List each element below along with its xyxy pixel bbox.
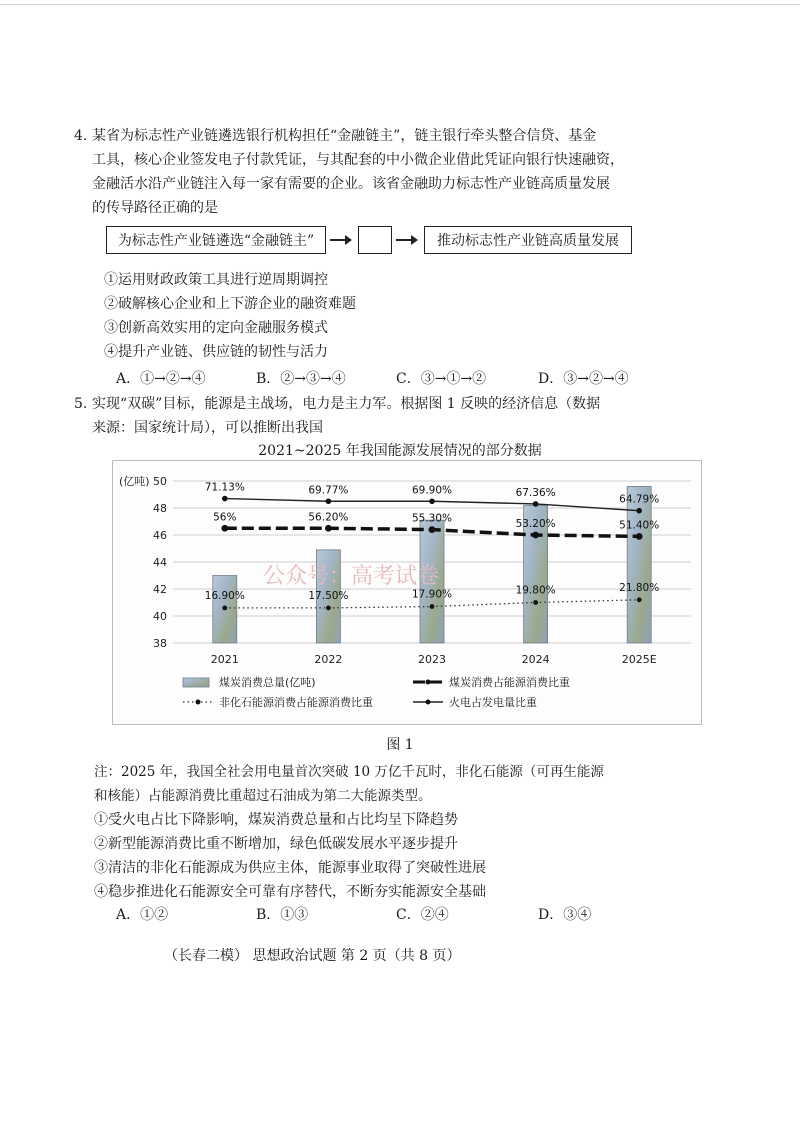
legend-label: 煤炭消费总量(亿吨) [219,676,316,689]
legend-swatch [183,678,209,687]
y-tick-label: 44 [153,556,167,569]
data-point [326,606,331,611]
legend-marker [196,700,201,705]
choice-d[interactable]: D．③→②→④ [538,371,629,387]
data-label: 53.20% [515,518,556,530]
data-label: 17.90% [411,588,453,601]
question-text-line: 实现“双碳”目标，能源是主战场，电力是主力军。根据图 1 反映的经济信息（数据 [92,396,601,412]
data-label: 21.80% [619,581,660,594]
data-point [636,533,643,540]
chart-note [94,760,664,808]
choice-b[interactable]: B．②→③→④ [256,371,346,387]
data-label: 71.13% [204,481,245,494]
flow-box-start: 为标志性产业链遴选“金融链主” [106,226,326,254]
data-label: 19.80% [515,584,556,597]
x-tick-label: 2024 [521,653,550,666]
note-line: 和核能）占能源消费比重超过石油成为第二大能源类型。 [94,788,432,804]
energy-chart [113,461,701,724]
data-point [326,498,332,504]
data-label: 17.50% [308,589,349,602]
legend-label: 煤炭消费占能源消费比重 [449,676,570,689]
data-label: 55.30% [411,512,453,525]
flow-box-blank [358,226,392,254]
x-tick-label: 2023 [418,653,446,666]
statement: ②破解核心企业和上下游企业的融资难题 [104,296,356,312]
note-line: 注：2025 年，我国全社会用电量首次突破 10 万亿千瓦时，非化石能源（可再生能源 [94,764,604,780]
question-text-line: 某省为标志性产业链遴选银行机构担任“金融链主”，链主银行牵头整合信贷、基金 [92,128,597,144]
data-point [222,496,228,502]
data-point [636,508,642,514]
choice-d[interactable]: D．③④ [538,907,592,923]
page-top-border [0,4,800,5]
legend-label: 非化石能源消费占能源消费比重 [219,696,373,709]
choice-a[interactable]: A．①→②→④ [116,371,206,387]
question-5 [74,392,652,440]
figure-caption: 图 1 [386,737,414,753]
y-tick-label: 38 [153,637,167,650]
data-label: 67.36% [515,486,556,499]
x-tick-label: 2021 [210,653,239,666]
data-label: 56.20% [308,511,349,524]
choice-c[interactable]: C．③→①→② [396,371,487,387]
statement: ①受火电占比下降影响，煤炭消费总量和占比均呈下降趋势 [94,812,458,828]
data-point [533,600,538,605]
watermark-text: 公众号：高考试卷 [263,564,440,589]
statement: ④稳步推进化石能源安全可靠有序替代，不断夯实能源安全基础 [94,884,486,900]
statement: ③清洁的非化石能源成为供应主体，能源事业取得了突破性进展 [94,860,486,876]
chart-title: 2021~2025 年我国能源发展情况的部分数据 [258,443,542,459]
x-tick-label: 2025E [621,653,657,666]
legend-marker [426,680,431,685]
legend-marker [426,700,431,705]
statement: ④提升产业链、供应链的韧性与活力 [104,344,328,360]
question-text-line: 工具，核心企业签发电子付款凭证，与其配套的中小微企业借此凭证向银行快速融资， [92,152,624,168]
y-axis-label: (亿吨) [119,475,150,488]
data-label: 56% [213,511,237,524]
data-label: 69.90% [411,484,453,497]
statement: ②新型能源消费比重不断增加，绿色低碳发展水平逐步提升 [94,836,458,852]
choice-c[interactable]: C．②④ [396,907,449,923]
data-point [532,532,539,539]
data-point [533,501,539,507]
choice-a[interactable]: A．①② [116,907,169,923]
question-4 [74,124,652,220]
y-tick-label: 40 [153,610,167,623]
data-point [429,526,436,533]
question-text-line: 金融活水沿产业链注入每一家有需要的企业。该省金融助力标志性产业链高质量发展 [92,176,610,192]
data-label: 64.79% [619,493,660,506]
y-tick-label: 46 [153,529,167,542]
data-point [429,498,435,504]
y-tick-label: 48 [153,502,167,515]
choice-b[interactable]: B．①③ [256,907,309,923]
x-tick-label: 2022 [314,653,343,666]
y-tick-label: 42 [153,583,167,596]
data-label: 51.40% [619,519,660,532]
data-point [222,606,227,611]
flow-arrow [330,239,350,241]
legend-label: 火电占发电量比重 [449,696,537,709]
question-number: 4. [74,128,88,144]
question-text-line: 的传导路径正确的是 [92,200,218,216]
data-point [430,604,435,609]
statement: ③创新高效实用的定向金融服务模式 [104,320,328,336]
data-label: 16.90% [204,589,245,602]
data-point [637,597,642,602]
question-text-line: 来源：国家统计局），可以推断出我国 [92,420,323,436]
statement: ①运用财政政策工具进行逆周期调控 [104,272,328,288]
data-label: 69.77% [308,484,349,497]
chart-frame [112,460,702,725]
page-footer: （长春二模） 思想政治试题 第 2 页（共 8 页） [164,948,461,964]
flow-arrow [396,239,416,241]
y-tick-label: 50 [153,475,167,488]
data-point [325,525,332,532]
flow-box-end: 推动标志性产业链高质量发展 [424,226,632,254]
question-number: 5. [74,396,88,412]
data-point [221,525,228,532]
